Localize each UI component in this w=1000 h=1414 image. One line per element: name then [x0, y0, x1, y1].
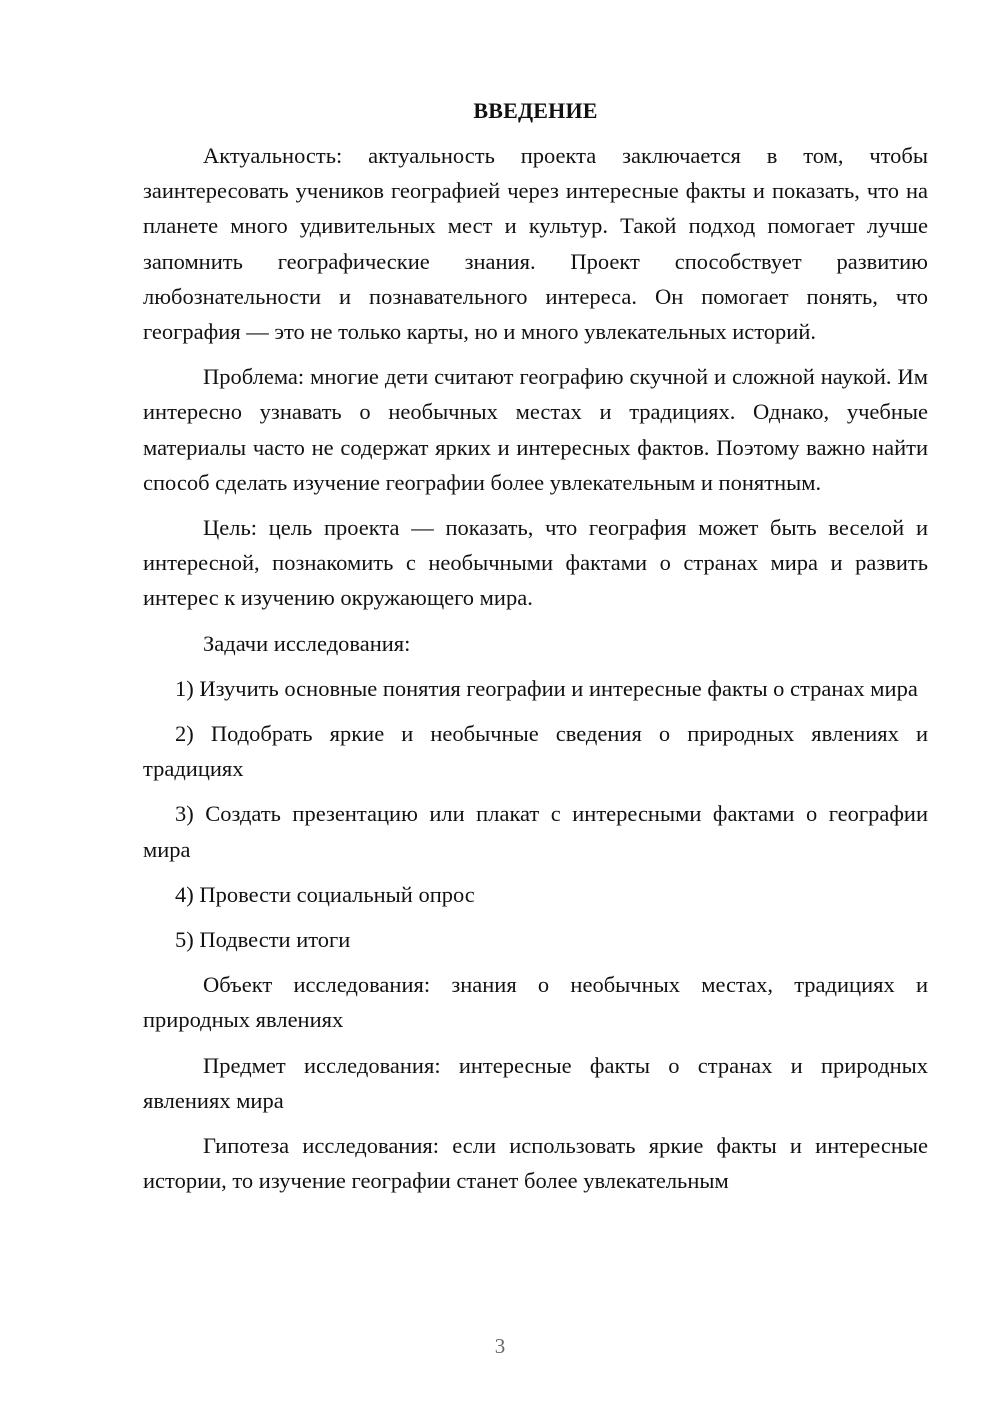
page-content — [143, 96, 928, 1208]
page-number: 3 — [494, 1334, 506, 1358]
task-item: 5) Подвести итоги — [175, 927, 351, 953]
task-item: 4) Провести социальный опрос — [175, 881, 475, 907]
subject-paragraph: Предмет исследования: интересные факты о странах и природных явлениях мира — [143, 1052, 928, 1113]
tasks-title: Задачи исследования: — [203, 630, 411, 656]
actuality-paragraph: Актуальность: актуальность проекта заключается в том, чтобы заинтересовать учеников географией через интересные факты и показать, что на планете много удивительных мест и культур. Такой подход помогает лучше запомнить географические знания. Проект способствует развитию любознательности и познавательного интереса. Он помогает понять, что география — это не только карты, но и много увлекательных историй. — [143, 143, 928, 345]
object-paragraph: Объект исследования: знания о необычных местах, традициях и природных явлениях — [143, 972, 928, 1033]
section-heading: ВВЕДЕНИЕ — [473, 98, 598, 123]
task-item: 2) Подобрать яркие и необычные сведения о природных явлениях и традициях — [143, 721, 928, 782]
problem-paragraph: Проблема: многие дети считают географию скучной и сложной наукой. Им интересно узнавать о необычных местах и традициях. Однако, учебные материалы часто не содержат ярких и интересных фактов. Поэтому важно найти способ сделать изучение географии более увлекательным и понятным. — [143, 364, 928, 495]
hypothesis-paragraph: Гипотеза исследования: если использовать яркие факты и интересные истории, то изучение географии станет более увлекательным — [143, 1133, 928, 1194]
task-item: 3) Создать презентацию или плакат с интересными фактами о географии мира — [143, 801, 928, 862]
task-item: 1) Изучить основные понятия географии и интересные факты о странах мира — [175, 675, 918, 701]
goal-paragraph: Цель: цель проекта — показать, что география может быть веселой и интересной, познакомить с необычными фактами о странах мира и развить интерес к изучению окружающего мира. — [143, 515, 928, 611]
